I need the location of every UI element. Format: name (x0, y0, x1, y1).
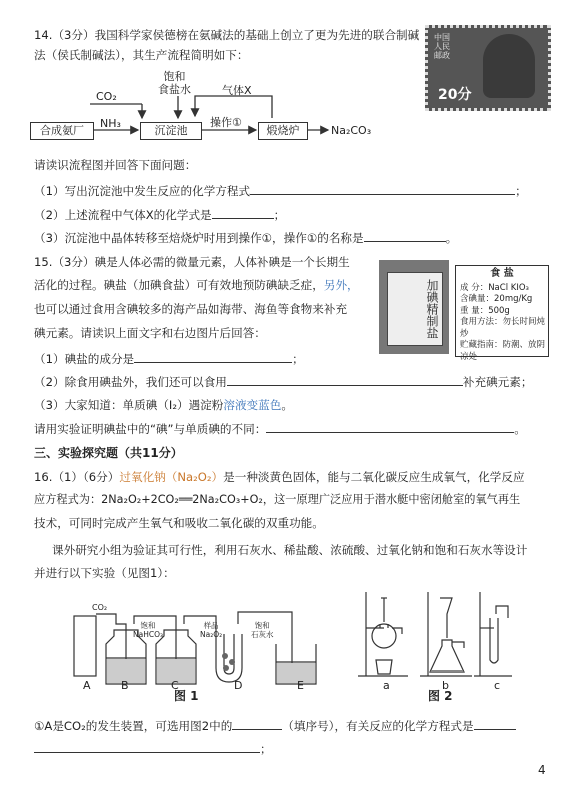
salt-label-card (455, 265, 549, 362)
fig1-tube-d-label: 样品 Na₂O₂ (200, 621, 223, 639)
fig2-label-b: b (442, 679, 449, 692)
q15-ask-text: 请用实验证明碘盐中的“碘”与单质碘的不同： (34, 422, 267, 436)
salt-label-row1: 成 分：NaCl KIO₃ (460, 282, 529, 293)
apparatus-a (74, 616, 96, 676)
fig2-caption: 图 2 (428, 689, 453, 703)
flow-box-ammonia-plant: 合成氨厂 (30, 122, 94, 140)
flow-box-settling-tank: 沉淀池 (140, 122, 202, 140)
q16-line5: 并进行以下实验（见图1）： (34, 566, 175, 580)
q15-line4: 碘元素。请读识上面文字和右边图片后回答： (34, 326, 266, 340)
q15-answer1-blank[interactable] (134, 350, 292, 363)
q16-line1b: 过氧化钠（Na₂O₂） (119, 470, 224, 484)
q16-answer-device-blank[interactable] (232, 717, 282, 730)
q15-ask-blank[interactable] (266, 420, 514, 433)
apparatus-fig2-c (490, 618, 498, 663)
salt-label-row3: 重 量：500g (460, 305, 510, 316)
q16-line3: 技术，可同时完成产生氧气和吸收二氧化碳的双重功能。 (34, 516, 324, 530)
q16-sub1b: （填序号），有关反应的化学方程式是 (282, 719, 474, 733)
salt-bag-image (379, 260, 449, 354)
salt-label-title: 食 盐 (490, 268, 514, 279)
flow-label-gas-x: 气体X (222, 84, 252, 97)
q15-line3: 也可以通过食用含碘较多的海产品如海带、海鱼等食物来补充 (34, 302, 348, 316)
figure1-apparatus (66, 596, 346, 700)
q15-sub1-end: ； (292, 352, 304, 366)
fig1-label-b: B (121, 679, 129, 692)
figure2-apparatus (356, 588, 516, 688)
q15-sub1-text: （1）碘盐的成分是 (34, 352, 135, 366)
salt-label-row4: 食用方法：勿长时间炖炒 (460, 317, 546, 339)
fig1-label-d: D (234, 679, 243, 692)
q14-answer1-blank[interactable] (250, 182, 515, 195)
salt-bag-text: 加碘精制盐 (387, 272, 443, 346)
q15-sub3b: 溶液变蓝色 (223, 398, 282, 412)
q14-sub2 (34, 206, 285, 223)
q14-sub2-end: ； (273, 208, 286, 222)
apparatus-fig2-b (430, 640, 464, 672)
q14-answer3-blank[interactable] (364, 229, 446, 242)
q15-line2 (34, 277, 359, 293)
q15-sub2-text: （2）除食用碘盐外，我们还可以食用 (34, 375, 227, 389)
q14-sub3-text: （3）沉淀池中晶体转移至焙烧炉时用到操作①，操作①的名称是 (34, 231, 364, 245)
q15-ask-end: 。 (514, 422, 526, 436)
q15-sub2-end: 补充碘元素； (462, 375, 533, 389)
salt-label-row5: 贮藏指南：防潮、放阴凉处 (460, 340, 546, 362)
portrait-icon (483, 34, 535, 98)
q16-line2: 应方程式为：2Na₂O₂+2CO₂══2Na₂CO₃+O₂，这一原理广泛应用于潜水艇中密闭舱室的氧气再生 (34, 493, 521, 506)
fig1-label-e: E (297, 679, 304, 692)
q14-intro: 请读识流程图并回答下面问题： (34, 158, 197, 172)
q16-answer-eq-blank2[interactable] (34, 740, 260, 753)
fig1-co2-label: CO₂ (92, 603, 108, 612)
q14-sub1-text: （1）写出沉淀池中发生反应的化学方程式 (34, 184, 251, 198)
q16-line1c: 是一种淡黄色固体，能与二氧化碳反应生成氧气，化学反应 (223, 470, 525, 484)
q14-line2: 法（侯氏制碱法），其生产流程简明如下： (34, 48, 249, 62)
stamp-country: 中国人民邮政 (434, 33, 450, 60)
flow-label-co2: CO₂ (96, 90, 117, 103)
q16-sub1 (34, 717, 516, 734)
fig1-label-c: C (171, 679, 179, 692)
fig1-bottle-e-label: 饱和 石灰水 (251, 621, 274, 639)
flow-box-furnace: 煅烧炉 (258, 122, 308, 140)
fig1-bottle-b-label: 饱和 NaHCO₃ (133, 621, 163, 639)
fig2-label-c: c (494, 679, 501, 692)
liquid-e (277, 663, 315, 683)
flow-label-product: Na₂CO₃ (331, 124, 372, 137)
arrow-gas-x (195, 96, 272, 118)
section3-title: 三、实验探究题（共11分） (34, 446, 183, 460)
q16-sub1a: ①A是CO₂的发生装置，可选用图2中的 (34, 719, 233, 733)
q15-line2b: 另外， (323, 278, 359, 292)
q15-line1: 15.（3分）碘是人体必需的微量元素，人体补碘是一个长期生 (34, 255, 350, 269)
q15-sub3 (34, 397, 293, 413)
q14-sub2-text: （2）上述流程中气体X的化学式是 (34, 208, 212, 222)
q14-sub1-end: ； (515, 184, 527, 198)
q15-ask (34, 420, 526, 437)
page-number: 4 (538, 763, 546, 777)
q15-sub3a: （3）大家知道：单质碘（I₂）遇淀粉 (34, 398, 224, 412)
q15-answer2-blank[interactable] (227, 373, 463, 386)
apparatus-d (216, 634, 242, 682)
q14-sub3-end: 。 (445, 231, 458, 245)
q15-line2a: 活化的过程。碘盐（加碘食盐）可有效地预防碘缺乏症， (34, 278, 324, 292)
q15-sub2 (34, 373, 532, 390)
fig1-label-a: A (83, 679, 91, 692)
q15-sub1 (34, 350, 304, 367)
q16-sub1-cont (34, 740, 272, 757)
q16-line4: 课外研究小组为验证其可行性，利用石灰水、稀盐酸、浓硫酸、过氧化钠和饱和石灰水等设计 (52, 543, 528, 557)
salt-label-row2: 含碘量：20mg/Kg (460, 294, 533, 304)
q14-sub1 (34, 182, 527, 199)
flow-label-nh3: NH₃ (100, 117, 121, 130)
stamp-value: 20分 (438, 87, 472, 103)
q16-line1a: 16.（1）（6分） (34, 470, 120, 484)
flow-label-operation: 操作① (210, 116, 242, 129)
q15-sub3c: 。 (281, 398, 293, 412)
fig1-caption: 图 1 (174, 689, 199, 703)
q16-line1 (34, 469, 525, 485)
q14-sub3 (34, 229, 457, 246)
q16-answer-eq-blank1[interactable] (474, 717, 516, 730)
q14-line1: 14.（3分）我国科学家侯德榜在氨碱法的基础上创立了更为先进的联合制碱 (34, 28, 420, 42)
q16-sub1-end: ； (260, 742, 272, 756)
stamp-image (425, 25, 551, 111)
fig2-label-a: a (383, 679, 390, 692)
flow-label-brine: 饱和 食盐水 (158, 70, 191, 96)
q14-answer2-blank[interactable] (212, 206, 274, 219)
